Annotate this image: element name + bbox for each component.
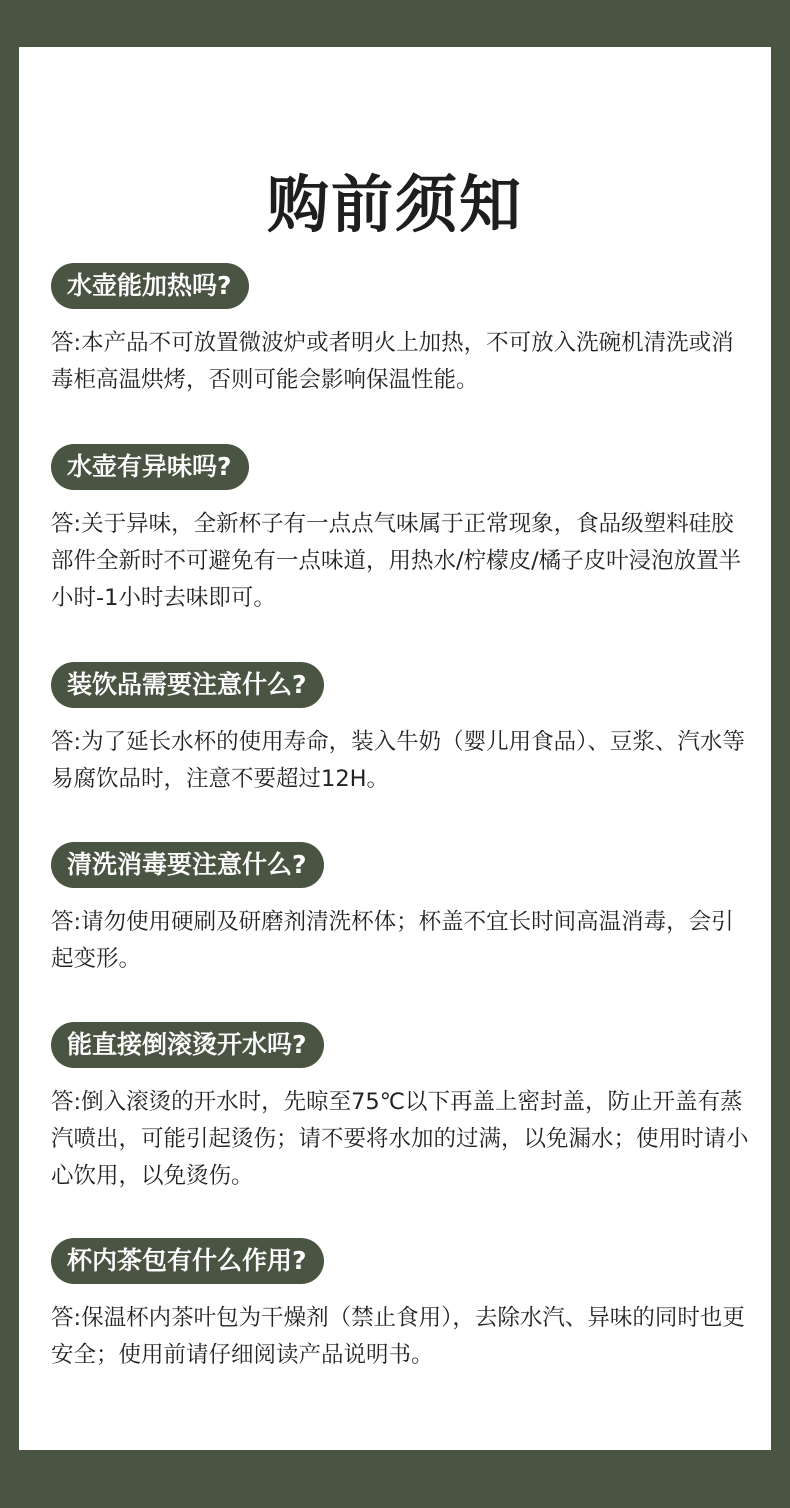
faq-item xyxy=(51,444,751,617)
faq-answer: 答:为了延长水杯的使用寿命，装入牛奶（婴儿用食品）、豆浆、汽水等易腐饮品时，注意不要超过12H。 xyxy=(51,729,745,792)
faq-item xyxy=(51,263,751,399)
faq-answer: 答:本产品不可放置微波炉或者明火上加热，不可放入洗碗机清洗或消毒柜高温烘烤，否则可能会影响保温性能。 xyxy=(51,330,734,393)
faq-answer: 答:请勿使用硬刷及研磨剂清洗杯体；杯盖不宜长时间高温消毒，会引起变形。 xyxy=(51,909,734,972)
faq-question: 装饮品需要注意什么? xyxy=(51,662,324,708)
faq-item xyxy=(51,842,751,978)
faq-question: 水壶有异味吗? xyxy=(51,444,249,490)
faq-item xyxy=(51,1022,751,1195)
faq-question: 水壶能加热吗? xyxy=(51,263,249,309)
faq-answer: 答:关于异味，全新杯子有一点点气味属于正常现象，食品级塑料硅胶部件全新时不可避免有一点味道，用热水/柠檬皮/橘子皮叶浸泡放置半小时-1小时去味即可。 xyxy=(51,511,742,611)
faq-item xyxy=(51,662,751,798)
faq-question: 清洗消毒要注意什么? xyxy=(51,842,324,888)
faq-item xyxy=(51,1238,751,1374)
faq-answer: 答:保温杯内茶叶包为干燥剂（禁止食用），去除水汽、异味的同时也更安全；使用前请仔细阅读产品说明书。 xyxy=(51,1305,745,1368)
faq-question: 杯内茶包有什么作用? xyxy=(51,1238,324,1284)
page-title: 购前须知 xyxy=(266,168,523,241)
faq-answer: 答:倒入滚烫的开水时，先晾至75℃以下再盖上密封盖，防止开盖有蒸汽喷出，可能引起烫伤；请不要将水加的过满，以免漏水；使用时请小心饮用，以免烫伤。 xyxy=(51,1089,749,1189)
faq-question: 能直接倒滚烫开水吗? xyxy=(51,1022,324,1068)
content-card xyxy=(19,47,771,1450)
